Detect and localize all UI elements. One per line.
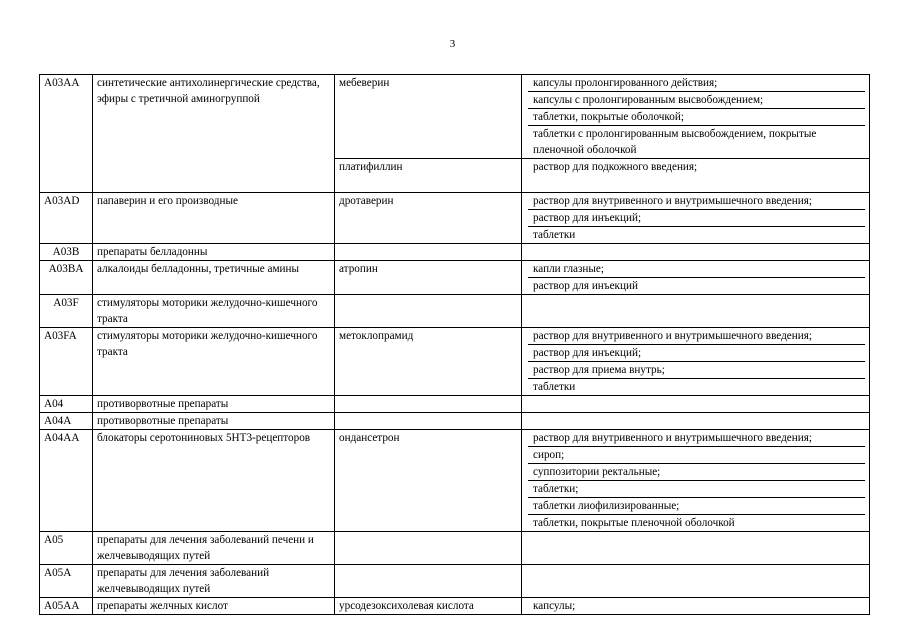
dosage-form-item: капсулы с пролонгированным высвобождением; [528, 92, 865, 109]
atc-code-cell: A03B [40, 244, 93, 261]
dosage-forms-cell [522, 295, 870, 328]
table-row [40, 532, 870, 565]
atc-code-cell: A03AD [40, 193, 93, 244]
atc-code-cell: A03BA [40, 261, 93, 295]
atc-group-cell: синтетические антихолинергические средства, эфиры с третичной аминогруппой [93, 75, 335, 193]
drug-name-cell: платифиллин [335, 159, 522, 193]
dosage-form-item: капсулы; [533, 600, 576, 612]
dosage-form-item: раствор для подкожного введения; [533, 161, 698, 173]
dosage-form-item: капли глазные; [528, 261, 865, 278]
atc-code-cell: A04AA [40, 430, 93, 532]
dosage-form-item: раствор для инъекций [533, 280, 638, 292]
atc-code-cell: A03AA [40, 75, 93, 193]
drug-name-cell [335, 295, 522, 328]
atc-group-cell: папаверин и его производные [93, 193, 335, 244]
dosage-form-item: таблетки; [528, 481, 865, 498]
drug-name-cell [335, 413, 522, 430]
drug-name-cell: мебеверин [335, 75, 522, 159]
drug-name-cell: ондансетрон [335, 430, 522, 532]
dosage-forms-cell [522, 159, 870, 193]
atc-group-cell: препараты для лечения заболеваний печени и желчевыводящих путей [93, 532, 335, 565]
atc-group-cell: стимуляторы моторики желудочно-кишечного тракта [93, 295, 335, 328]
dosage-form-item: таблетки, покрытые оболочкой; [528, 109, 865, 126]
atc-code-cell: A05A [40, 565, 93, 598]
dosage-forms-cell [522, 565, 870, 598]
dosage-form-item: капсулы пролонгированного действия; [528, 75, 865, 92]
drug-name-cell [335, 532, 522, 565]
atc-code-cell: A04 [40, 396, 93, 413]
dosage-form-item: раствор для внутривенного и внутримышечного введения; [528, 328, 865, 345]
dosage-form-item: раствор для внутривенного и внутримышечного введения; [528, 430, 865, 447]
atc-group-cell: противорвотные препараты [93, 413, 335, 430]
dosage-form-item: таблетки с пролонгированным высвобождением, покрытые пленочной оболочкой [533, 128, 817, 156]
page-number: 3 [449, 38, 456, 50]
atc-group-cell: блокаторы серотониновых 5HT3-рецепторов [93, 430, 335, 532]
table-row [40, 295, 870, 328]
dosage-form-item: суппозитории ректальные; [528, 464, 865, 481]
table-row [40, 396, 870, 413]
dosage-forms-cell [522, 75, 870, 159]
drug-name-cell: урсодезоксихолевая кислота [335, 598, 522, 615]
atc-group-cell: препараты для лечения заболеваний желчевыводящих путей [93, 565, 335, 598]
atc-code-cell: A04A [40, 413, 93, 430]
dosage-forms-cell [522, 396, 870, 413]
dosage-forms-cell [522, 328, 870, 396]
drug-name-cell [335, 396, 522, 413]
table-row [40, 75, 870, 159]
dosage-form-item: таблетки [533, 229, 576, 241]
table-row [40, 598, 870, 615]
dosage-form-item: сироп; [528, 447, 865, 464]
table-row [40, 430, 870, 532]
atc-group-cell: стимуляторы моторики желудочно-кишечного тракта [93, 328, 335, 396]
dosage-form-item: таблетки лиофилизированные; [528, 498, 865, 515]
drug-name-cell [335, 244, 522, 261]
atc-group-cell: алкалоиды белладонны, третичные амины [93, 261, 335, 295]
atc-group-cell: противорвотные препараты [93, 396, 335, 413]
drug-name-cell [335, 565, 522, 598]
table-row [40, 261, 870, 295]
atc-group-cell: препараты желчных кислот [93, 598, 335, 615]
dosage-forms-cell [522, 413, 870, 430]
table-row [40, 413, 870, 430]
drug-name-cell: дротаверин [335, 193, 522, 244]
dosage-form-item: раствор для инъекций; [528, 210, 865, 227]
atc-group-cell: препараты белладонны [93, 244, 335, 261]
table-body [40, 75, 870, 615]
atc-code-cell: A03F [40, 295, 93, 328]
dosage-forms-cell [522, 244, 870, 261]
dosage-forms-cell [522, 532, 870, 565]
table-row [40, 565, 870, 598]
atc-code-cell: A05 [40, 532, 93, 565]
table-row [40, 193, 870, 244]
dosage-form-item: раствор для приема внутрь; [528, 362, 865, 379]
dosage-form-item: раствор для внутривенного и внутримышечного введения; [528, 193, 865, 210]
dosage-forms-cell [522, 193, 870, 244]
dosage-form-item: раствор для инъекций; [528, 345, 865, 362]
atc-code-cell: A05AA [40, 598, 93, 615]
atc-drug-table [39, 74, 870, 615]
dosage-form-item: таблетки, покрытые пленочной оболочкой [533, 517, 735, 529]
dosage-form-item: таблетки [533, 381, 576, 393]
dosage-forms-cell [522, 598, 870, 615]
dosage-forms-cell [522, 430, 870, 532]
drug-name-cell: атропин [335, 261, 522, 295]
table-row [40, 244, 870, 261]
table-row [40, 328, 870, 396]
dosage-forms-cell [522, 261, 870, 295]
drug-name-cell: метоклопрамид [335, 328, 522, 396]
atc-code-cell: A03FA [40, 328, 93, 396]
